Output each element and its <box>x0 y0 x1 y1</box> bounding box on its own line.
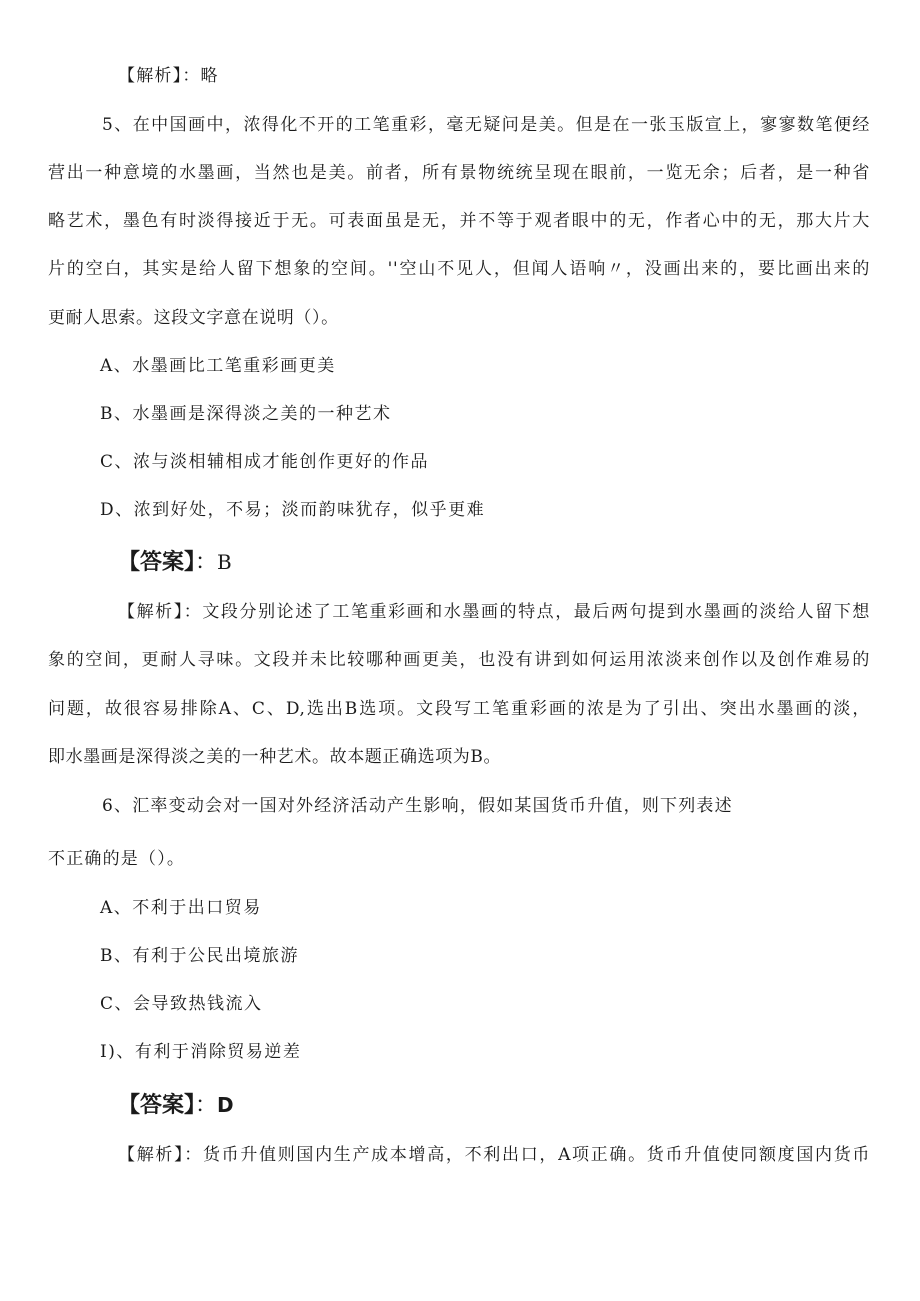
q6-option-d: I)、有利于消除贸易逆差 <box>100 1042 302 1062</box>
q6-option-a: A、不利于出口贸易 <box>100 898 262 918</box>
prev-analysis-text: ：略 <box>182 66 219 86</box>
q6-stem-line-2: 不正确的是（）。 <box>48 849 186 869</box>
q6-answer <box>118 1090 234 1121</box>
q5-answer <box>118 547 232 578</box>
prev-analysis <box>118 64 219 88</box>
q5-answer-label: 【答案】 <box>118 550 196 575</box>
prev-analysis-label: 【解析】 <box>118 66 183 86</box>
q5-stem-line-3: 略艺术，墨色有时淡得接近于无。可表面虽是无，并不等于观者眼中的无，作者心中的无，那大片大 <box>48 211 870 231</box>
q6-answer-value: D <box>217 1093 234 1117</box>
q6-answer-sep: ： <box>195 1093 218 1118</box>
q5-stem-line-1: 5、在中国画中，浓得化不开的工笔重彩，毫无疑问是美。但是在一张玉版宣上，寥寥数笔便经 <box>102 115 870 135</box>
q5-answer-value: B <box>217 550 232 574</box>
q6-stem-line-1: 6、汇率变动会对一国对外经济活动产生影响，假如某国货币升值，则下列表述 <box>102 796 733 816</box>
q5-stem-line-5: 更耐人思索。这段文字意在说明（）。 <box>48 308 339 328</box>
q5-option-c: C、浓与淡相辅相成才能创作更好的作品 <box>100 452 430 472</box>
q6-analysis-line-1: 【解析】：货币升值则国内生产成本增高，不利出口，A项正确。货币升值使同额度国内货币 <box>118 1145 870 1165</box>
q5-option-b: B、水墨画是深得淡之美的一种艺术 <box>100 404 392 424</box>
q5-stem-line-2: 营出一种意境的水墨画，当然也是美。前者，所有景物统统呈现在眼前，一览无余；后者，是一种省 <box>48 163 870 183</box>
q5-analysis-line-1: 【解析】：文段分别论述了工笔重彩画和水墨画的特点，最后两句提到水墨画的淡给人留下想 <box>118 602 870 622</box>
q5-option-d: D、浓到好处，不易；淡而韵味犹存，似乎更难 <box>100 500 486 520</box>
q5-stem-line-4: 片的空白，其实是给人留下想象的空间。''空山不见人，但闻人语响〃，没画出来的，要比画出来的 <box>48 259 870 279</box>
q5-answer-sep: ： <box>195 550 218 575</box>
q5-analysis-line-4: 即水墨画是深得淡之美的一种艺术。故本题正确选项为B。 <box>48 747 502 767</box>
q6-option-b: B、有利于公民出境旅游 <box>100 946 299 966</box>
q5-option-a: A、水墨画比工笔重彩画更美 <box>100 356 336 376</box>
q5-analysis-line-2: 象的空间，更耐人寻味。文段并未比较哪种画更美，也没有讲到如何运用浓淡来创作以及创作难易的 <box>48 650 870 670</box>
q6-option-c: C、会导致热钱流入 <box>100 994 263 1014</box>
q6-answer-label: 【答案】 <box>118 1093 196 1118</box>
q5-analysis-line-3: 问题，故很容易排除A、C、D,选出B选项。文段写工笔重彩画的浓是为了引出、突出水墨画的淡， <box>48 699 870 719</box>
